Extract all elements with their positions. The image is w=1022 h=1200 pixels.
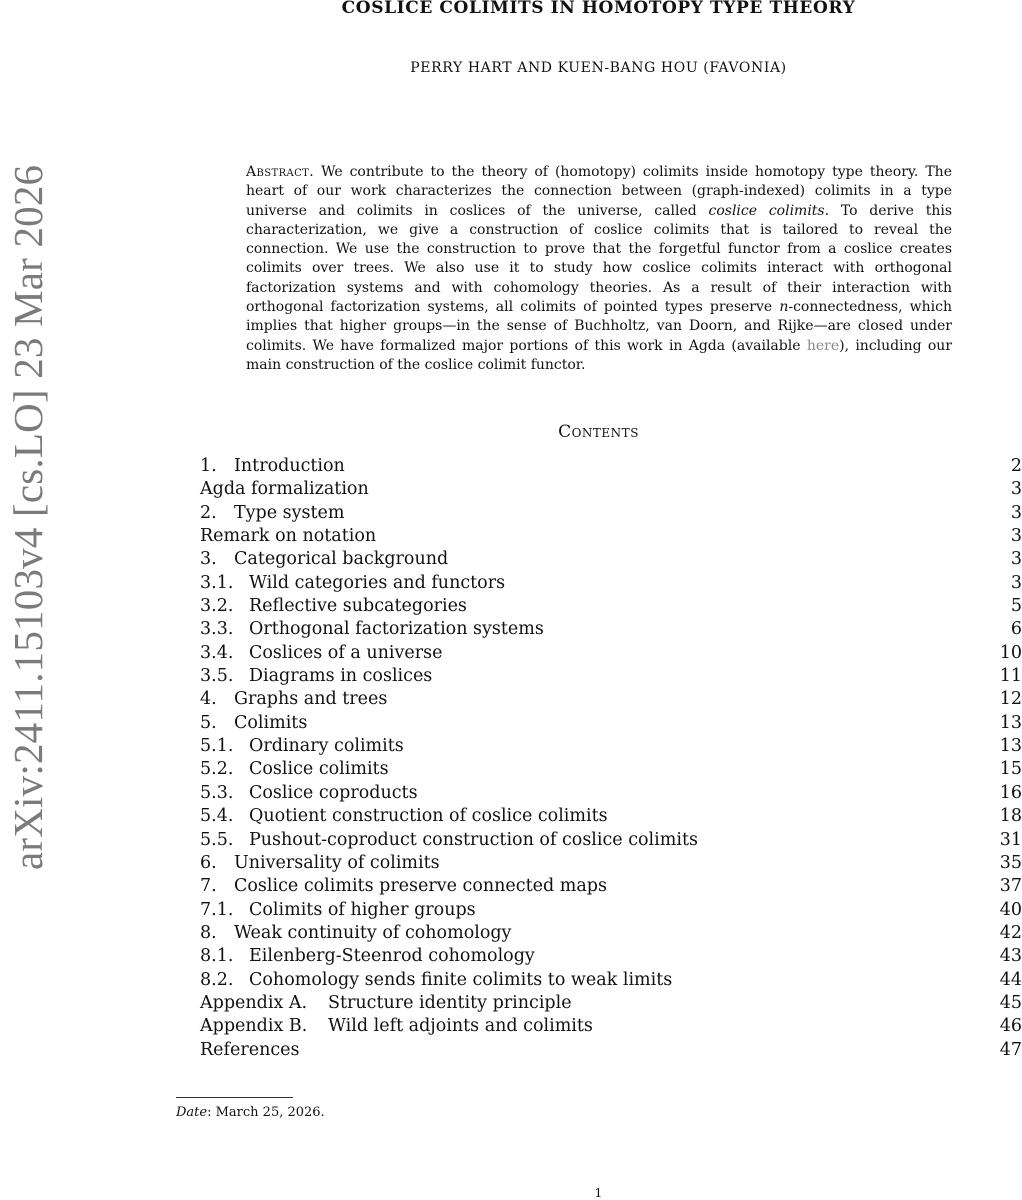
toc-entry[interactable] [200, 1039, 1022, 1062]
footnotes [176, 1103, 1022, 1124]
toc-entry-title: Coslice colimits [249, 759, 389, 780]
page-number: 1 [594, 1186, 603, 1200]
toc-entry-label [200, 1039, 300, 1062]
toc-entry-title: Remark on notation [200, 526, 377, 547]
toc-entry-title: Colimits of higher groups [249, 899, 476, 920]
toc-entry[interactable] [200, 922, 1022, 945]
toc-entry-label [200, 852, 440, 875]
toc-entry-label [200, 922, 511, 945]
toc-entry-page: 2 [1010, 456, 1022, 476]
toc-entry[interactable] [200, 572, 1022, 595]
toc-entry-label [200, 782, 418, 805]
toc-entry[interactable] [200, 525, 1022, 548]
abstract-lead: Abstract. [246, 164, 315, 180]
toc-entry[interactable] [200, 688, 1022, 711]
toc-entry-title: Agda formalization [200, 479, 369, 500]
toc-entry-label [200, 548, 448, 571]
toc-entry-title: Orthogonal factorization systems [249, 619, 544, 640]
toc-entry-title: References [200, 1039, 300, 1060]
toc-entry[interactable] [200, 1015, 1022, 1038]
toc-entry-page: 13 [999, 736, 1022, 757]
toc-entry[interactable] [200, 455, 1022, 478]
abstract [246, 163, 952, 375]
toc-entry-number: 2. [200, 502, 217, 523]
paper-authors: PERRY HART AND KUEN-BANG HOU (FAVONIA) [410, 60, 787, 76]
toc-entry-page: 12 [999, 689, 1022, 710]
toc-entry-label [200, 899, 476, 922]
toc-entry-page: 10 [999, 642, 1022, 663]
toc-entry-title: Categorical background [234, 549, 449, 570]
toc-entry-label [200, 665, 432, 688]
toc-entry[interactable] [200, 595, 1022, 618]
toc-entry-number: 5.5. [200, 829, 234, 850]
toc-entry-label [200, 525, 376, 548]
toc-entry-label [200, 642, 442, 665]
toc-entry-title: Colimits [234, 712, 308, 733]
toc-entry[interactable] [200, 782, 1022, 805]
toc-entry-page: 43 [999, 946, 1022, 967]
arxiv-identifier: arXiv:2411.15103v4 [cs.LO] 23 Mar 2026 [5, 164, 51, 870]
toc-entry-page: 3 [1010, 479, 1022, 500]
toc-entry-page: 31 [999, 829, 1022, 850]
toc-entry-number: 5. [200, 712, 217, 733]
toc-entry[interactable] [200, 502, 1022, 525]
abstract-text-4: ), including our main construction of the coslice colimit functor. [246, 337, 953, 373]
toc-entry-label [200, 805, 608, 828]
toc-entry[interactable] [200, 758, 1022, 781]
toc-entry-label [200, 992, 572, 1015]
toc-entry-label [200, 572, 505, 595]
toc-entry-page: 35 [999, 852, 1022, 873]
toc-entry-label [200, 502, 345, 525]
toc-entry-page: 6 [1010, 619, 1022, 640]
toc-entry-label [200, 758, 389, 781]
toc-entry-number: 3.4. [200, 642, 234, 663]
toc-entry-label [200, 478, 369, 501]
toc-entry-number: 5.2. [200, 759, 234, 780]
toc-entry[interactable] [200, 805, 1022, 828]
toc-entry-title: Weak continuity of cohomology [234, 922, 512, 943]
toc-entry[interactable] [200, 852, 1022, 875]
toc-entry-number: 8.2. [200, 969, 234, 990]
toc-entry-title: Cohomology sends finite colimits to weak limits [249, 969, 673, 990]
date-label: Date [176, 1105, 208, 1120]
toc-entry-number: 6. [200, 852, 217, 873]
toc-entry-page: 13 [999, 712, 1022, 733]
toc-entry-page: 5 [1010, 596, 1022, 617]
toc-entry-label [200, 618, 544, 641]
toc-entry-page: 3 [1010, 526, 1022, 547]
date-value: : March 25, 2026. [207, 1105, 325, 1120]
toc-entry-page: 16 [999, 782, 1022, 803]
toc-entry-number: 3.1. [200, 572, 234, 593]
toc-entry-page: 44 [999, 969, 1022, 990]
toc-entry[interactable] [200, 642, 1022, 665]
toc-entry-page: 37 [999, 876, 1022, 897]
toc-entry-label [200, 945, 535, 968]
toc-entry-title: Coslice coproducts [249, 782, 418, 803]
toc-entry-page: 40 [999, 899, 1022, 920]
abstract-text-3: -connectedness, which implies that higher groups—in the sense of Buchholtz, van Doorn, and Rijke—are closed under colimits. We have formalized major portions of this work in Agda (available [246, 299, 952, 354]
footnote-rule [176, 1097, 293, 1098]
toc-entry-number: 4. [200, 689, 217, 710]
toc-entry[interactable] [200, 548, 1022, 571]
toc-entry-title: Quotient construction of coslice colimits [249, 806, 608, 827]
toc-entry-page: 3 [1010, 502, 1022, 523]
toc-entry-number: 3.3. [200, 619, 234, 640]
toc-entry-number: 3.5. [200, 666, 234, 687]
abstract-math-n: n [779, 299, 789, 316]
toc-entry-number: 5.4. [200, 806, 234, 827]
toc-entry-page: 11 [999, 666, 1022, 687]
toc-entry-page: 3 [1010, 572, 1022, 593]
toc-entry-label [200, 969, 672, 992]
abstract-term: coslice colimits [708, 202, 825, 219]
toc-entry-label [200, 455, 345, 478]
toc-entry-title: Type system [234, 502, 345, 523]
toc-entry-label [200, 688, 387, 711]
contents-heading: Contents [558, 422, 639, 442]
toc-entry-number: Appendix B. [200, 1016, 308, 1037]
toc-entry[interactable] [200, 735, 1022, 758]
toc-entry-page: 47 [999, 1039, 1022, 1060]
toc-entry-page: 18 [999, 806, 1022, 827]
toc-entry[interactable] [200, 829, 1022, 852]
toc-entry-title: Pushout-coproduct construction of coslice colimits [249, 829, 698, 850]
toc-entry-title: Diagrams in coslices [249, 666, 433, 687]
toc-entry-title: Wild categories and functors [249, 572, 506, 593]
toc-entry-number: 5.3. [200, 782, 234, 803]
toc-entry-page: 42 [999, 922, 1022, 943]
toc-entry-label [200, 1015, 593, 1038]
toc-entry[interactable] [200, 665, 1022, 688]
paper-title: COSLICE COLIMITS IN HOMOTOPY TYPE THEORY [341, 0, 856, 18]
toc-entry-title: Wild left adjoints and colimits [328, 1016, 593, 1037]
toc-entry-title: Graphs and trees [234, 689, 388, 710]
toc-entry-number: 5.1. [200, 736, 234, 757]
toc-entry-number: 8.1. [200, 946, 234, 967]
toc-entry-title: Reflective subcategories [249, 596, 467, 617]
toc-entry-title: Universality of colimits [234, 852, 440, 873]
toc-entry-page: 45 [999, 992, 1022, 1013]
toc-entry-title: Ordinary colimits [249, 736, 404, 757]
toc-entry-number: 1. [200, 456, 217, 476]
toc-entry-number: 7. [200, 876, 217, 897]
agda-link[interactable]: here [806, 337, 840, 354]
toc-entry-title: Introduction [234, 456, 345, 476]
abstract-text-1: We contribute to the theory of (homotopy) colimits inside homotopy type theory. The heart of our work characterizes the connection between (graph-indexed) colimits in a type universe and colimits in coslices of the universe, called [246, 164, 952, 219]
toc-entry-title: Structure identity principle [328, 992, 572, 1013]
abstract-text-2: . To derive this characterization, we give a construction of coslice colimits that is tailored to reveal the connection. We use the construction to prove that the forgetful functor from a coslice creates colimits over trees. We also use it to study how coslice colimits interact with orthogonal factorization systems and with cohomology theories. As a result of their interaction with orthogonal factorization systems, all colimits of pointed types preserve [246, 202, 953, 316]
toc-entry-label [200, 595, 467, 618]
date-footnote [176, 1103, 1022, 1124]
toc-entry[interactable] [200, 945, 1022, 968]
toc-entry-number: Appendix A. [200, 992, 308, 1013]
toc-entry[interactable] [200, 969, 1022, 992]
toc-entry[interactable] [200, 712, 1022, 735]
toc-entry-page: 15 [999, 759, 1022, 780]
toc-entry-title: Coslices of a universe [249, 642, 443, 663]
toc-entry[interactable] [200, 478, 1022, 501]
toc-entry-number: 7.1. [200, 899, 234, 920]
toc-entry-title: Eilenberg-Steenrod cohomology [249, 946, 535, 967]
toc-entry[interactable] [200, 899, 1022, 922]
toc-entry-number: 3. [200, 549, 217, 570]
toc-entry-page: 3 [1010, 549, 1022, 570]
toc-entry-title: Coslice colimits preserve connected maps [234, 876, 607, 897]
toc-entry[interactable] [200, 875, 1022, 898]
toc-entry-label [200, 712, 307, 735]
toc-entry-label [200, 735, 404, 758]
toc-entry-label [200, 875, 607, 898]
table-of-contents [200, 455, 1022, 1062]
toc-entry-number: 8. [200, 922, 217, 943]
toc-entry-number: 3.2. [200, 596, 234, 617]
toc-entry-label [200, 829, 698, 852]
toc-entry[interactable] [200, 618, 1022, 641]
toc-entry-page: 46 [999, 1016, 1022, 1037]
toc-entry[interactable] [200, 992, 1022, 1015]
